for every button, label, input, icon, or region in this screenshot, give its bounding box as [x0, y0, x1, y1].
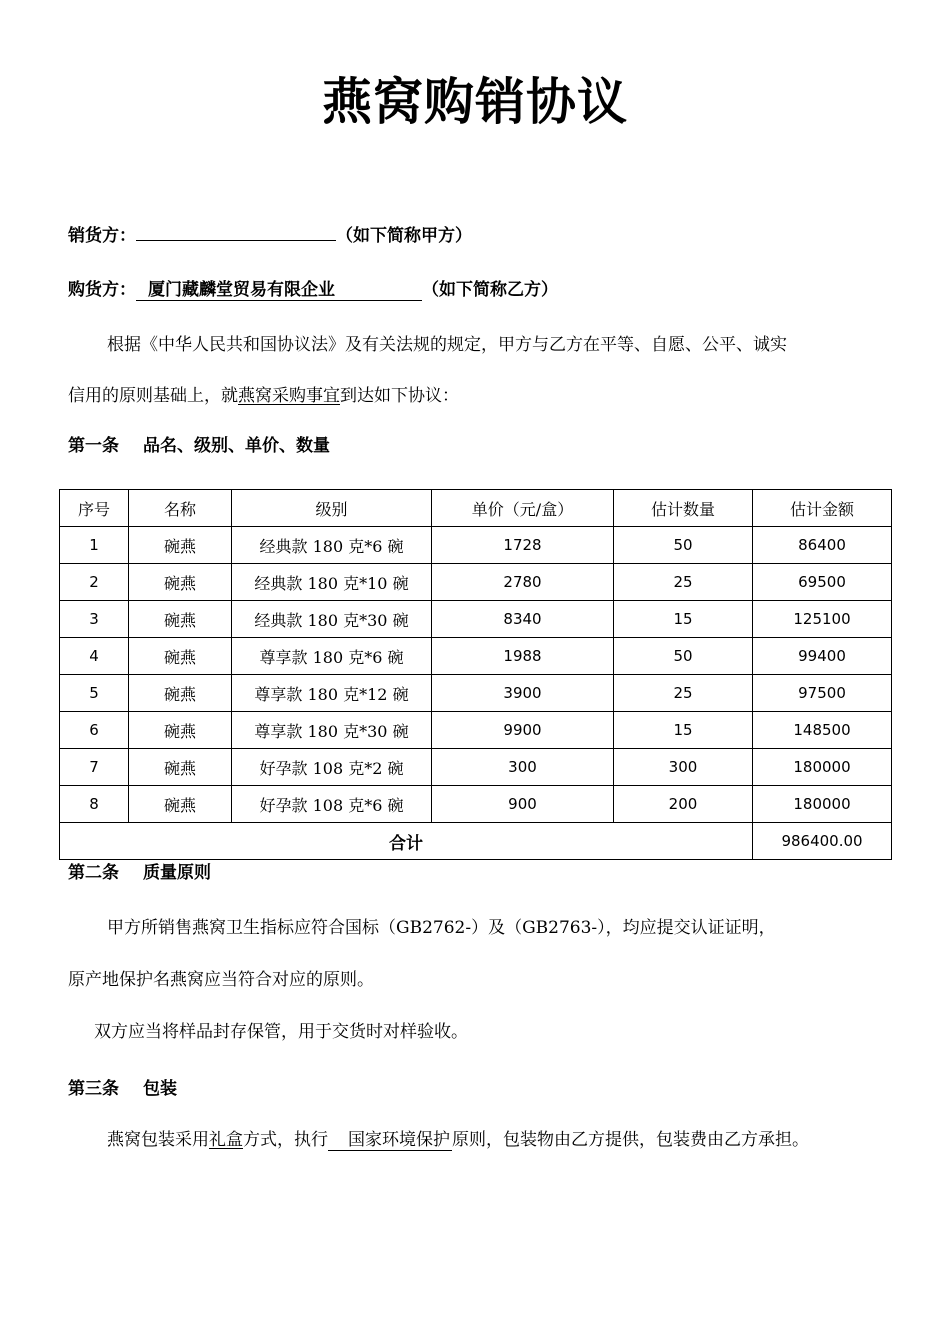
cell-unit-price: 9900	[432, 712, 614, 749]
table-row	[60, 675, 892, 712]
cell-index: 3	[60, 601, 129, 638]
seller-line	[68, 222, 472, 248]
intro-line-2-prefix: 信用的原则基础上，就	[68, 386, 238, 406]
cell-index: 2	[60, 564, 129, 601]
cell-grade: 尊享款 180 克*30 碗	[232, 712, 432, 749]
cell-unit-price: 300	[432, 749, 614, 786]
header-unit-price: 单价（元/盒）	[432, 490, 614, 527]
header-index: 序号	[60, 490, 129, 527]
total-value: 986400.00	[753, 823, 892, 860]
cell-quantity: 25	[614, 675, 753, 712]
cell-index: 8	[60, 786, 129, 823]
table-row	[60, 638, 892, 675]
article-1-heading	[68, 434, 330, 458]
article-2-title: 质量原则	[143, 863, 211, 883]
cell-name: 碗燕	[129, 638, 232, 675]
article-1-number: 第一条	[68, 436, 119, 456]
cell-quantity: 15	[614, 712, 753, 749]
article-2-line-3: 双方应当将样品封存保管，用于交货时对样验收。	[94, 1022, 468, 1042]
article-3-heading	[68, 1077, 177, 1101]
buyer-label: 购货方：	[68, 280, 136, 300]
cell-unit-price: 3900	[432, 675, 614, 712]
cell-amount: 148500	[753, 712, 892, 749]
packaging-method: 礼盒	[209, 1130, 243, 1150]
cell-name: 碗燕	[129, 527, 232, 564]
cell-amount: 97500	[753, 675, 892, 712]
intro-line-2-suffix: 到达如下协议：	[340, 386, 459, 406]
cell-unit-price: 1988	[432, 638, 614, 675]
intro-line-2-underlined: 燕窝采购事宜	[238, 386, 340, 406]
cell-quantity: 15	[614, 601, 753, 638]
table-row	[60, 564, 892, 601]
cell-name: 碗燕	[129, 675, 232, 712]
packaging-mid: 方式，执行	[243, 1130, 328, 1150]
cell-grade: 尊享款 180 克*12 碗	[232, 675, 432, 712]
table-row	[60, 749, 892, 786]
buyer-line	[68, 278, 558, 302]
cell-quantity: 50	[614, 527, 753, 564]
cell-quantity: 25	[614, 564, 753, 601]
cell-quantity: 300	[614, 749, 753, 786]
cell-grade: 尊享款 180 克*6 碗	[232, 638, 432, 675]
cell-index: 4	[60, 638, 129, 675]
table-total-row	[60, 823, 892, 860]
cell-index: 5	[60, 675, 129, 712]
cell-index: 1	[60, 527, 129, 564]
cell-quantity: 50	[614, 638, 753, 675]
table-row	[60, 712, 892, 749]
cell-name: 碗燕	[129, 601, 232, 638]
product-table	[59, 489, 892, 860]
cell-grade: 经典款 180 克*10 碗	[232, 564, 432, 601]
cell-unit-price: 1728	[432, 527, 614, 564]
intro-line-2	[68, 384, 459, 408]
buyer-suffix: （如下简称乙方）	[422, 280, 558, 300]
seller-suffix: （如下简称甲方）	[336, 226, 472, 246]
article-3-paragraph	[107, 1128, 809, 1152]
cell-grade: 好孕款 108 克*6 碗	[232, 786, 432, 823]
total-label: 合计	[60, 823, 753, 860]
article-2-number: 第二条	[68, 863, 119, 883]
article-2-line-1: 甲方所销售燕窝卫生指标应符合国标（GB2762-）及（GB2763-），均应提交认证证明，	[107, 918, 776, 938]
cell-amount: 180000	[753, 786, 892, 823]
cell-amount: 125100	[753, 601, 892, 638]
packaging-prefix: 燕窝包装采用	[107, 1130, 209, 1150]
cell-name: 碗燕	[129, 564, 232, 601]
intro-line-1: 根据《中华人民共和国协议法》及有关法规的规定，甲方与乙方在平等、自愿、公平、诚实	[107, 335, 787, 355]
header-quantity: 估计数量	[614, 490, 753, 527]
document-title: 燕窝购销协议	[322, 73, 628, 131]
article-2-line-2: 原产地保护名燕窝应当符合对应的原则。	[68, 970, 374, 990]
article-3-number: 第三条	[68, 1079, 119, 1099]
cell-grade: 经典款 180 克*6 碗	[232, 527, 432, 564]
cell-amount: 86400	[753, 527, 892, 564]
table-header-row	[60, 490, 892, 527]
article-1-title: 品名、级别、单价、数量	[143, 436, 330, 456]
table-row	[60, 786, 892, 823]
packaging-standard: 国家环境保护	[328, 1130, 452, 1151]
cell-amount: 180000	[753, 749, 892, 786]
article-2-heading	[68, 861, 211, 885]
cell-index: 6	[60, 712, 129, 749]
header-name: 名称	[129, 490, 232, 527]
cell-name: 碗燕	[129, 712, 232, 749]
buyer-name: 厦门藏麟堂贸易有限企业	[136, 280, 422, 301]
cell-unit-price: 8340	[432, 601, 614, 638]
header-amount: 估计金额	[753, 490, 892, 527]
packaging-suffix: 原则，包装物由乙方提供，包装费由乙方承担。	[452, 1130, 809, 1150]
cell-name: 碗燕	[129, 749, 232, 786]
cell-unit-price: 2780	[432, 564, 614, 601]
seller-label: 销货方：	[68, 226, 136, 246]
cell-quantity: 200	[614, 786, 753, 823]
header-grade: 级别	[232, 490, 432, 527]
cell-grade: 好孕款 108 克*2 碗	[232, 749, 432, 786]
article-3-title: 包装	[143, 1079, 177, 1099]
table-row	[60, 527, 892, 564]
table-row	[60, 601, 892, 638]
cell-unit-price: 900	[432, 786, 614, 823]
seller-name-blank	[136, 222, 336, 241]
cell-amount: 69500	[753, 564, 892, 601]
cell-index: 7	[60, 749, 129, 786]
cell-grade: 经典款 180 克*30 碗	[232, 601, 432, 638]
cell-name: 碗燕	[129, 786, 232, 823]
cell-amount: 99400	[753, 638, 892, 675]
